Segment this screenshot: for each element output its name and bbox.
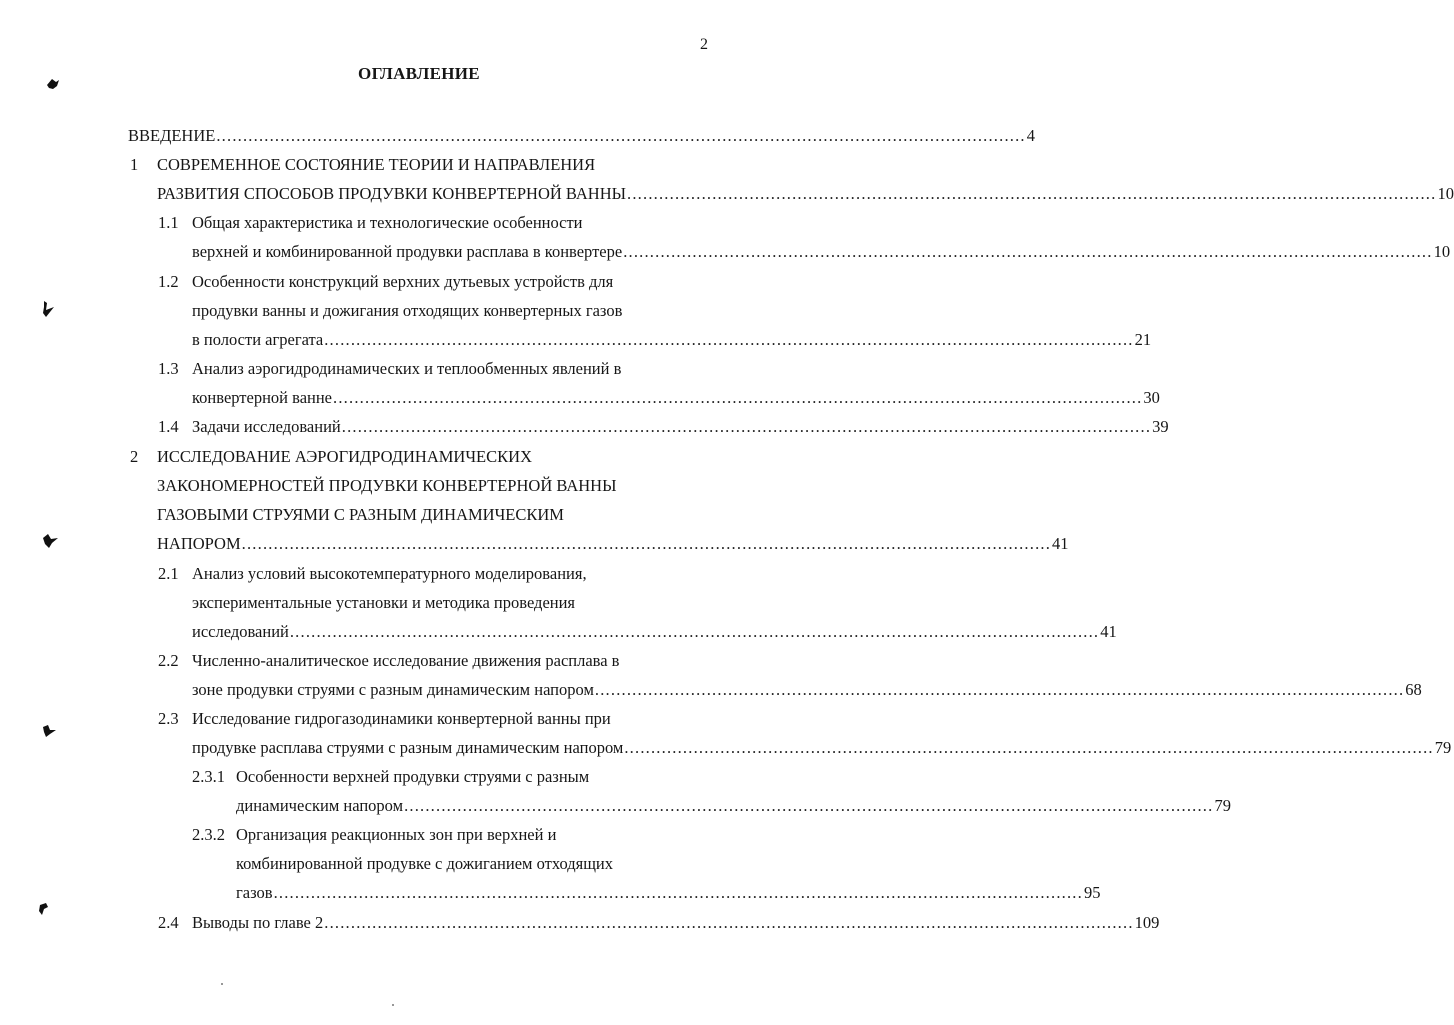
toc-entry-page: 30 bbox=[1143, 388, 1160, 407]
toc-entry-number: 2.3 bbox=[158, 709, 179, 728]
toc-entry-page: 21 bbox=[1134, 330, 1152, 349]
leader-dots: ........................................................................................................................................................ bbox=[324, 330, 1134, 349]
leader-dots: ........................................................................................................................................................ bbox=[273, 883, 1083, 902]
leader-dots: ........................................................................................................................................................ bbox=[289, 622, 1100, 641]
toc-entry-2[interactable] bbox=[157, 534, 1069, 554]
scan-mark-icon bbox=[40, 722, 60, 740]
toc-entry-page: 109 bbox=[1134, 913, 1160, 932]
toc-entry-text[interactable]: продувки ванны и дожигания отходящих конвертерных газов bbox=[192, 301, 623, 320]
toc-entry-text: РАЗВИТИЯ СПОСОБОВ ПРОДУВКИ КОНВЕРТЕРНОЙ ВАННЫ bbox=[157, 184, 627, 203]
toc-entry-number: 2.2 bbox=[158, 651, 179, 670]
toc-entry-text: продувке расплава струями с разным динамическим напором bbox=[192, 738, 624, 757]
scan-speck bbox=[221, 983, 223, 985]
toc-entry-text: верхней и комбинированной продувки расплава в конвертере bbox=[192, 242, 623, 261]
toc-entry-text[interactable]: ЗАКОНОМЕРНОСТЕЙ ПРОДУВКИ КОНВЕРТЕРНОЙ ВАННЫ bbox=[157, 476, 617, 495]
toc-entry-text[interactable]: комбинированной продувке с дожиганием отходящих bbox=[236, 854, 614, 873]
toc-entry-page: 4 bbox=[1026, 126, 1035, 145]
toc-entry-page: 41 bbox=[1100, 622, 1117, 641]
toc-title: ОГЛАВЛЕНИЕ bbox=[358, 64, 480, 83]
scan-mark-icon bbox=[40, 532, 62, 550]
toc-entry-number: 1 bbox=[130, 155, 139, 174]
toc-entry-1-4[interactable] bbox=[192, 417, 1169, 437]
toc-entry-text: исследований bbox=[192, 622, 289, 641]
leader-dots: ........................................................................................................................................................ bbox=[594, 680, 1405, 699]
toc-entry-number: 2.3.2 bbox=[192, 825, 225, 844]
toc-entry-1-2[interactable] bbox=[192, 330, 1152, 350]
toc-entry-number: 2.1 bbox=[158, 564, 179, 583]
toc-entry-text[interactable]: Общая характеристика и технологические особенности bbox=[192, 213, 583, 232]
toc-entry-page: 10 bbox=[1433, 242, 1451, 261]
toc-entry-2-1[interactable] bbox=[192, 622, 1117, 642]
toc-entry-page: 95 bbox=[1083, 883, 1101, 902]
leader-dots: ........................................................................................................................................................ bbox=[404, 796, 1214, 815]
toc-entry-text: ВВЕДЕНИЕ bbox=[128, 126, 216, 145]
toc-entry-page: 10 bbox=[1437, 184, 1454, 203]
toc-entry-text: Выводы по главе 2 bbox=[192, 913, 324, 932]
toc-entry-text: НАПОРОМ bbox=[157, 534, 241, 553]
toc-entry-text: Задачи исследований bbox=[192, 417, 341, 436]
toc-entry-text[interactable]: Анализ аэрогидродинамических и теплообменных явлений в bbox=[192, 359, 622, 378]
toc-entry-text: в полости агрегата bbox=[192, 330, 324, 349]
toc-entry-2-3-2[interactable] bbox=[236, 883, 1101, 903]
leader-dots: ........................................................................................................................................................ bbox=[623, 242, 1433, 261]
toc-entry-text[interactable]: СОВРЕМЕННОЕ СОСТОЯНИЕ ТЕОРИИ И НАПРАВЛЕНИЯ bbox=[157, 155, 596, 174]
leader-dots: ........................................................................................................................................................ bbox=[324, 913, 1134, 932]
leader-dots: ........................................................................................................................................................ bbox=[241, 534, 1052, 553]
toc-entry-2-4[interactable] bbox=[192, 913, 1160, 933]
toc-entry-page: 79 bbox=[1214, 796, 1231, 815]
toc-entry-text[interactable]: ИССЛЕДОВАНИЕ АЭРОГИДРОДИНАМИЧЕСКИХ bbox=[157, 447, 532, 466]
toc-entry-number: 2.4 bbox=[158, 913, 179, 932]
scan-mark-icon bbox=[44, 76, 62, 92]
leader-dots: ........................................................................................................................................................ bbox=[624, 738, 1434, 757]
scan-mark-icon bbox=[40, 298, 60, 320]
toc-entry-number: 1.3 bbox=[158, 359, 179, 378]
toc-entry-page: 79 bbox=[1434, 738, 1452, 757]
leader-dots: ........................................................................................................................................................ bbox=[333, 388, 1143, 407]
toc-entry-text: зоне продувки струями с разным динамическим напором bbox=[192, 680, 594, 699]
toc-entry-text[interactable]: экспериментальные установки и методика проведения bbox=[192, 593, 576, 612]
toc-entry-page: 68 bbox=[1405, 680, 1422, 699]
toc-entry-text[interactable]: Анализ условий высокотемпературного моделирования, bbox=[192, 564, 587, 583]
toc-entry-text[interactable]: Исследование гидрогазодинамики конвертерной ванны при bbox=[192, 709, 611, 728]
toc-entry-number: 2 bbox=[130, 447, 139, 466]
toc-entry-text: динамическим напором bbox=[236, 796, 404, 815]
leader-dots: ........................................................................................................................................................ bbox=[216, 126, 1026, 145]
scan-mark-icon bbox=[36, 900, 52, 920]
toc-entry-number: 2.3.1 bbox=[192, 767, 225, 786]
leader-dots: ........................................................................................................................................................ bbox=[341, 417, 1152, 436]
toc-entry-2-3[interactable] bbox=[192, 738, 1452, 758]
toc-entry-number: 1.2 bbox=[158, 272, 179, 291]
toc-entry-number: 1.4 bbox=[158, 417, 179, 436]
toc-entry-1[interactable] bbox=[157, 184, 1454, 204]
scan-speck bbox=[392, 1004, 394, 1006]
toc-entry-page: 41 bbox=[1052, 534, 1069, 553]
page-number: 2 bbox=[700, 36, 708, 53]
toc-entry-text: конвертерной ванне bbox=[192, 388, 333, 407]
toc-entry-2-3-1[interactable] bbox=[236, 796, 1231, 816]
toc-entry-text: газов bbox=[236, 883, 273, 902]
toc-entry-1-3[interactable] bbox=[192, 388, 1160, 408]
toc-entry-number: 1.1 bbox=[158, 213, 179, 232]
toc-entry-text[interactable]: Численно-аналитическое исследование движения расплава в bbox=[192, 651, 620, 670]
toc-entry-2-2[interactable] bbox=[192, 680, 1422, 700]
toc-entry-text[interactable]: ГАЗОВЫМИ СТРУЯМИ С РАЗНЫМ ДИНАМИЧЕСКИМ bbox=[157, 505, 564, 524]
toc-entry-1-1[interactable] bbox=[192, 242, 1451, 262]
leader-dots: ........................................................................................................................................................ bbox=[627, 184, 1437, 203]
toc-entry-page: 39 bbox=[1152, 417, 1169, 436]
toc-entry-text[interactable]: Особенности верхней продувки струями с разным bbox=[236, 767, 590, 786]
toc-entry-intro[interactable] bbox=[128, 126, 1035, 146]
toc-entry-text[interactable]: Организация реакционных зон при верхней и bbox=[236, 825, 557, 844]
toc-entry-text[interactable]: Особенности конструкций верхних дутьевых устройств для bbox=[192, 272, 614, 291]
